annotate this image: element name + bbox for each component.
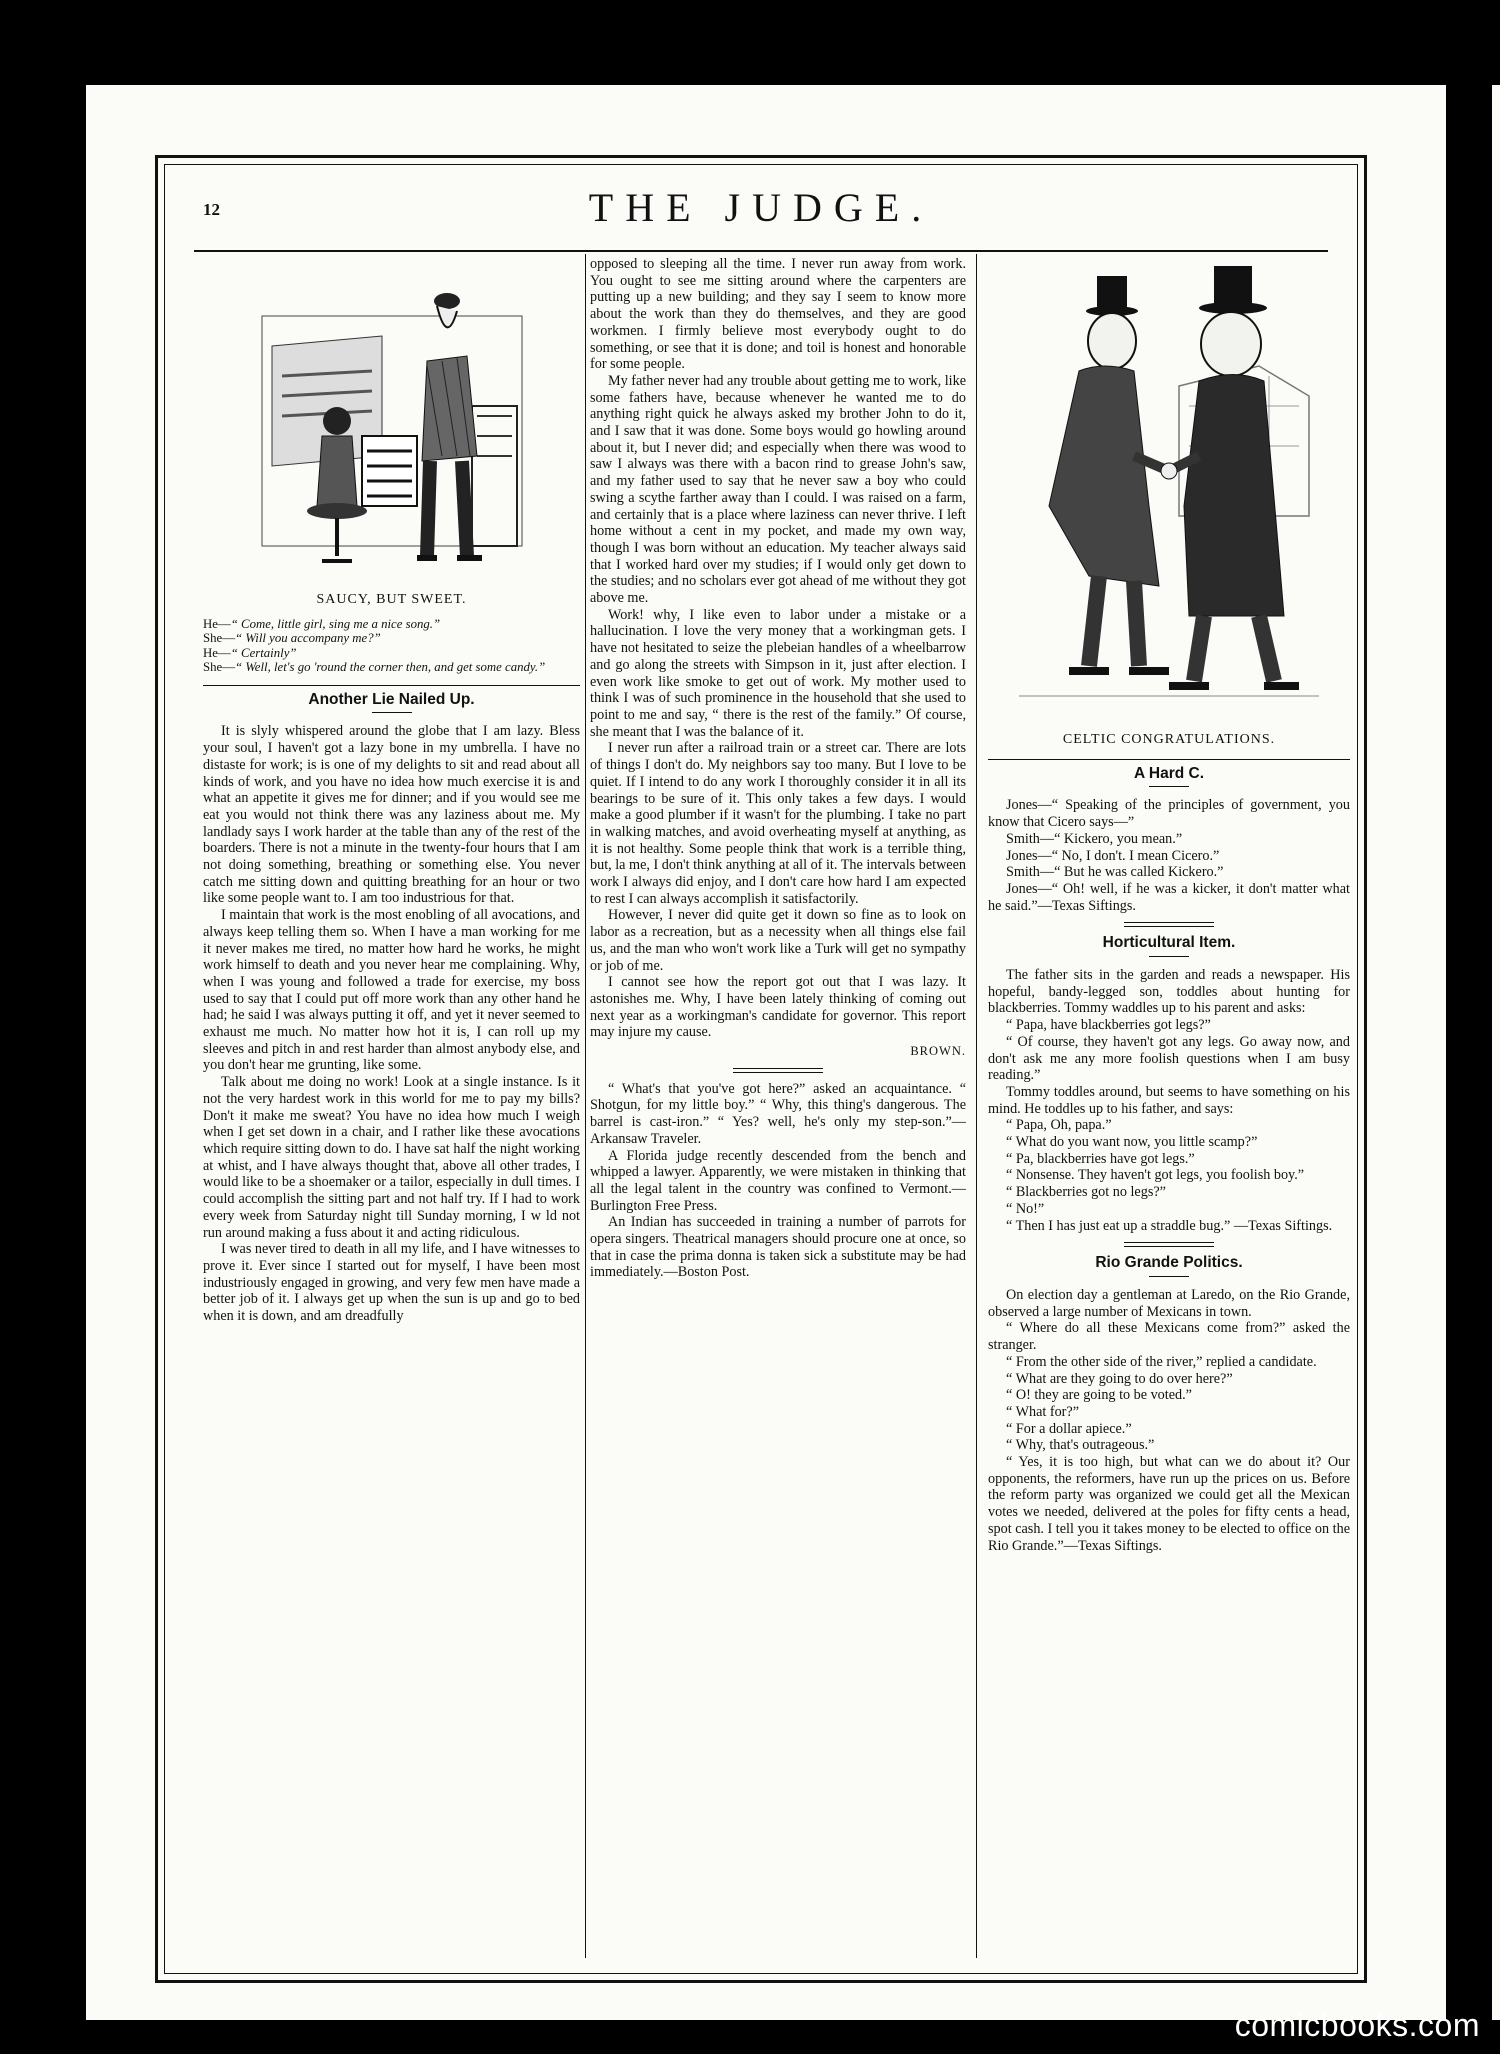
- hard-c-line: Smith—“ Kickero, you mean.”: [1006, 830, 1183, 847]
- article-paragraph: Talk about me doing no work! Look at a single instance. Is it not the very hardest work in this world for me to pay my bills? Don't it make me sweat? You have no idea how much I weigh when I get set down in a chair, and I rather like these avocations which require sitting down to do. I have sat half the night working at whist, and I have always thought that, above all other trades, I would like to be a shoemaker or a tailor, especially in dull times. I could accomplish the sitting part and not half try. If I had to work every week from Saturday night till Sunday morning, I w ld not run around making a fuss about it and acting ridiculous.: [203, 1074, 580, 1241]
- rio-grande-line: “ Where do all these Mexicans come from?” asked the stranger.: [988, 1320, 1350, 1354]
- article-paragraph: However, I never did quite get it down so fine as to look on labor as a recreation, but as a necessity when all things else fail us, and the man who won't work like a Turk will get no sympathy or job of me.: [590, 907, 966, 974]
- saucy-but-sweet-illustration: [242, 256, 542, 586]
- rio-grande-line: On election day a gentleman at Laredo, on the Rio Grande, observed a large number of Mexicans in town.: [988, 1286, 1350, 1320]
- horticultural-line: “ Then I has just eat up a straddle bug.” —Texas Siftings.: [1006, 1217, 1333, 1234]
- page-frame: [155, 155, 1367, 1983]
- short-item: “ What's that you've got here?” asked an acquaintance. “ Shotgun, for my little boy.” “ Why, this thing's dangerous. The barrel is cast-iron.” “ Yes? well, he's only my step-son.”—Arkansaw Traveler.: [590, 1080, 966, 1147]
- rio-grande-line: “ O! they are going to be voted.”: [1006, 1387, 1192, 1404]
- article-paragraph: Work! why, I like even to labor under a mistake or a hallucination. I love the very money that a workingman gets. I have not hesitated to seize the plebeian handles of a wheelbarrow and go along the streets with Simpson in it, just after election. I even work like smoke to get out of work. My mother used to think I was of such prominence in the household that she used to point to me and say, “ there is the rest of the family.” Of course, she meant that I was the balance of it.: [590, 606, 966, 740]
- rio-grande-line: “ What for?”: [1006, 1403, 1079, 1420]
- column-3: [988, 256, 1350, 1954]
- rio-grande-line: “ Why, that's outrageous.”: [1006, 1437, 1155, 1454]
- horticultural-line: “ Of course, they haven't got any legs. Go away now, and don't ask me any more foolish questions when I am busy reading.”: [988, 1033, 1350, 1084]
- rio-grande-line: “ For a dollar apiece.”: [1006, 1420, 1132, 1437]
- rio-grande-title: Rio Grande Politics.: [1095, 1254, 1243, 1272]
- dialog-line: He—“ Certainly”: [203, 645, 297, 660]
- rio-grande-line: “ What are they going to do over here?”: [1006, 1370, 1233, 1387]
- rio-grande-line: “ Yes, it is too high, but what can we do about it? Our opponents, the reformers, have run up the prices on us. Before the reform party was organized we could get all the Mexican votes we needed, delivered at the poles for fifty cents a head, spot cash. I tell you it takes money to be elected to office on the Rio Grande.”—Texas Siftings.: [988, 1454, 1350, 1554]
- title-rule: [1149, 956, 1189, 957]
- horticultural-line: “ Blackberries got no legs?”: [1006, 1184, 1166, 1201]
- horticultural-line: The father sits in the garden and reads a newspaper. His hopeful, bandy-legged son, toddles about hunting for blackberries. Tommy waddles up to his parent and asks:: [988, 967, 1350, 1017]
- page-number: 12: [203, 200, 220, 219]
- section-rule: [988, 759, 1350, 760]
- article-paragraph: It is slyly whispered around the globe that I am lazy. Bless your soul, I haven't got a lazy bone in my umbrella. I have no distaste for work; is is one of my delights to sit and read about all kinds of work, and you have no idea how much exercise it is and what an appetite it gives me for dinner; and if you would see me eat you would not think there was any laziness about me. My landlady says I work harder at the table than any of the rest of the boarders. There is not a minute in the twenty-four hours that I am not doing something, breathing or something else. You never catch me sitting down and quitting breathing for an hour or two like some people want to. I am too industrious for that.: [203, 723, 580, 907]
- cartoon-dialog: [203, 617, 580, 675]
- article-paragraph: I was never tired to death in all my life, and I have witnesses to prove it. Ever since I started out for myself, I have been most industriously engaged in growing, and very few men have made a better job of it. I always get up when the sun is up and go to bed when it is down, and am dreadfully: [203, 1241, 580, 1325]
- article-paragraph: My father never had any trouble about getting me to work, like some fathers have, because whenever he wanted me to do anything right quick he always asked my brother John to do it, and I saw that it was done. Some boys would go howling around about it, but I never did; and especially when there was wood to saw I always was there with a bacon rind to grease John's saw, and my father used to say that he never saw a boy who could swing a scythe farther away than I could. I was raised on a farm, and certainly that is a place where laziness can never thrive. I left home without a cent in my pocket, and made my own way, though I was born without an education. My teacher always said that I worked hard over my studies; if I would only get down to the studies; and no scholars ever got ahead of me without they got above me.: [590, 372, 966, 607]
- horticultural-line: Tommy toddles around, but seems to have something on his mind. He toddles up to his father, and says:: [988, 1083, 1350, 1117]
- cartoon-caption: CELTIC CONGRATULATIONS.: [1062, 732, 1276, 747]
- masthead-title: THE JUDGE.: [588, 185, 934, 230]
- double-rule: [1124, 1242, 1214, 1247]
- horticultural-title: Horticultural Item.: [1102, 934, 1236, 952]
- hard-c-line: Jones—“ Oh! well, if he was a kicker, it don't matter what he said.”—Texas Siftings.: [988, 880, 1350, 914]
- horticultural-line: “ Papa, Oh, papa.”: [1006, 1117, 1112, 1134]
- dialog-line: She—“ Well, let's go 'round the corner then, and get some candy.”: [203, 660, 546, 675]
- article-paragraph: I never run after a railroad train or a street car. There are lots of things I don't do. My neighbors say too many. But I love to be quiet. If I intend to do any work I thoroughly consider it in all its bearings to be sure of it. This only takes a few days. I would make a good plumber if it wasn't for the plumbing. I take no part in walking matches, and avoid overheating myself at anything, as it is not healthy. Some people think that work is a terrible thing, but, la me, I don't think anything at all of it. The intervals between work I always did enjoy, and I don't care how hard I am expected to rest I can always accomplish it satisfactorily.: [590, 740, 966, 907]
- dialog-line: He—“ Come, little girl, sing me a nice song.”: [203, 616, 441, 631]
- short-item: A Florida judge recently descended from the bench and whipped a lawyer. Apparently, we were mistaken in thinking that all the legal talent in the country was confined to Vermont.—Burlington Free Press.: [590, 1147, 966, 1214]
- cartoon-caption: SAUCY, BUT SWEET.: [316, 592, 467, 607]
- hard-c-title: A Hard C.: [1133, 764, 1205, 782]
- title-rule: [1149, 1276, 1189, 1277]
- article-paragraph: opposed to sleeping all the time. I never run away from work. You ought to see me sitting around where the carpenters are putting up a new building; and they say I seem to know more about the work than they do themselves, and they are good workmen. I firmly believe most everybody ought to do something, or see that it is done; and toil is honest and honorable for some people.: [590, 256, 966, 373]
- short-item: An Indian has succeeded in training a number of parrots for opera singers. Theatrical managers should procure one at once, so that in case the prima donna is taken sick a substitute may be had immediately.—Boston Post.: [590, 1214, 966, 1281]
- horticultural-line: “ Papa, have blackberries got legs?”: [1006, 1017, 1211, 1034]
- hard-c-line: Jones—“ No, I don't. I mean Cicero.”: [1006, 847, 1220, 864]
- watermark: comicbooks.com: [1234, 2007, 1480, 2043]
- adjacent-page-edge: [1492, 85, 1500, 2020]
- celtic-congratulations-illustration: [1009, 256, 1329, 726]
- dialog-line: She—“ Will you accompany me?”: [203, 631, 381, 646]
- horticultural-line: “ Pa, blackberries have got legs.”: [1006, 1150, 1195, 1167]
- column-1: [203, 256, 580, 1954]
- column-rule: [585, 254, 586, 1958]
- horticultural-line: “ No!”: [1006, 1200, 1045, 1217]
- title-rule: [372, 712, 412, 713]
- column-2: [590, 256, 966, 1954]
- title-rule: [1149, 786, 1189, 787]
- article-title: Another Lie Nailed Up.: [308, 690, 475, 708]
- section-rule: [203, 685, 580, 686]
- article-signature: BROWN.: [910, 1044, 966, 1059]
- hard-c-line: Smith—“ But he was called Kickero.”: [1006, 864, 1224, 881]
- horticultural-line: “ Nonsense. They haven't got legs, you foolish boy.”: [1006, 1167, 1305, 1184]
- column-rule: [976, 254, 977, 1958]
- rio-grande-line: “ From the other side of the river,” replied a candidate.: [1006, 1353, 1317, 1370]
- article-paragraph: I cannot see how the report got out that I was lazy. It astonishes me. Why, I have been lately thinking of coming out next year as a workingman's candidate for governor. This report may injure my cause.: [590, 974, 966, 1041]
- article-paragraph: I maintain that work is the most enobling of all avocations, and always keep telling them so. When I have a man working for me it never makes me tired, no matter how hard he works, he might work himself to death and you never hear me complaining. Why, when I was young and followed a trade for exercise, my boss used to say that I could put off more work than any other hand he had; he said I was always putting it off, and yet it never seemed to exhaust me much. No matter how hot it is, I can roll up my sleeves and pitch in and rest harder than almost anybody else, and you don't hear me grunting, like some.: [203, 907, 580, 1074]
- double-rule: [733, 1068, 823, 1073]
- double-rule: [1124, 922, 1214, 927]
- horticultural-line: “ What do you want now, you little scamp?”: [1006, 1134, 1258, 1151]
- masthead-rule: [194, 250, 1328, 252]
- hard-c-line: Jones—“ Speaking of the principles of government, you know that Cicero says—”: [988, 797, 1350, 831]
